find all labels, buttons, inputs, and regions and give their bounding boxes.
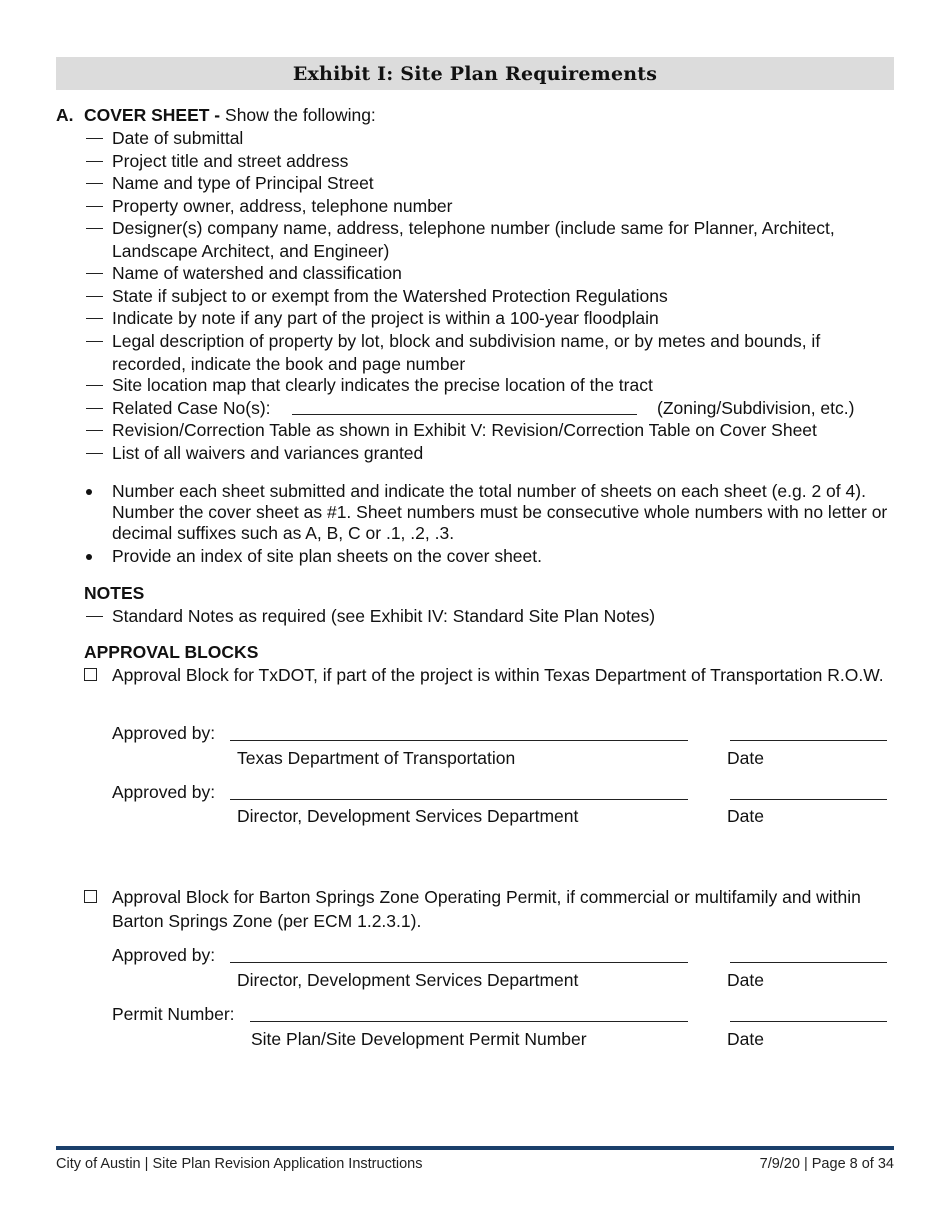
date-line[interactable] [730, 962, 887, 963]
barton-springs-approval-checkbox[interactable] [84, 890, 97, 903]
list-item: Name and type of Principal Street [112, 173, 374, 193]
signature-caption: Texas Department of Transportation [237, 748, 516, 768]
bullet-item: Number each sheet submitted and indicate the total number of sheets on each sheet (e.g. 2 of 4). Number the cover sheet as #1. Sheet numbers must be consecutive whole numbers with no letter or decimal suffixes such as A, B, C or .1, .2, .3. [84, 481, 892, 544]
list-item: Project title and street address [112, 151, 349, 171]
date-line[interactable] [730, 799, 887, 800]
related-case-input-line[interactable] [292, 414, 637, 415]
signature-line[interactable] [230, 799, 688, 800]
list-item: Legal description of property by lot, block and subdivision name, or by metes and bounds, if recorded, indicate the book and page number [112, 331, 821, 374]
txdot-approval-checkbox[interactable] [84, 668, 97, 681]
footer-right: 7/9/20 | Page 8 of 34 [759, 1156, 894, 1172]
list-item: State if subject to or exempt from the Watershed Protection Regulations [112, 286, 668, 306]
footer-left: City of Austin | Site Plan Revision Application Instructions [56, 1156, 423, 1172]
cover-sheet-intro: Show the following: [225, 105, 376, 125]
related-case-label: Related Case No(s): [112, 398, 271, 418]
date-caption: Date [727, 748, 764, 768]
page-title-bar [56, 57, 894, 90]
bullet-icon [86, 489, 92, 495]
approved-by-label: Approved by: [112, 945, 216, 965]
txdot-approval-text: Approval Block for TxDOT, if part of the project is within Texas Department of Transportation R.O.W. [112, 665, 884, 685]
permit-number-line[interactable] [250, 1021, 688, 1022]
list-item: Revision/Correction Table as shown in Exhibit V: Revision/Correction Table on Cover Sheet [112, 420, 817, 440]
list-item: Designer(s) company name, address, telephone number (include same for Planner, Architect, Landscape Architect, and Engineer) [112, 218, 835, 261]
bullet-icon [86, 554, 92, 560]
date-caption: Date [727, 806, 764, 826]
related-case-suffix: (Zoning/Subdivision, etc.) [657, 398, 855, 418]
list-item: Standard Notes as required (see Exhibit IV: Standard Site Plan Notes) [112, 606, 656, 626]
barton-springs-approval-text: Approval Block for Barton Springs Zone Operating Permit, if commercial or multifamily and within Barton Springs Zone (per ECM 1.2.3.1). [112, 887, 861, 931]
cover-sheet-heading: COVER SHEET - [84, 105, 221, 125]
signature-caption: Director, Development Services Department [237, 970, 579, 990]
list-item: Site location map that clearly indicates the precise location of the tract [112, 375, 653, 395]
permit-number-caption: Site Plan/Site Development Permit Number [251, 1029, 587, 1049]
date-caption: Date [727, 970, 764, 990]
section-a-label: A. [56, 105, 74, 125]
bullet-item: Provide an index of site plan sheets on the cover sheet. [84, 546, 892, 567]
signature-caption: Director, Development Services Department [237, 806, 579, 826]
section-a-heading-row [56, 104, 74, 126]
approved-by-label: Approved by: [112, 782, 216, 802]
list-item: Date of submittal [112, 128, 244, 148]
approval-blocks-heading: APPROVAL BLOCKS [84, 642, 259, 662]
section-a-title [84, 104, 376, 126]
list-item: Name of watershed and classification [112, 263, 402, 283]
list-item: Indicate by note if any part of the project is within a 100-year floodplain [112, 308, 659, 328]
approved-by-label: Approved by: [112, 723, 216, 743]
date-caption: Date [727, 1029, 764, 1049]
date-line[interactable] [730, 740, 887, 741]
related-case-row [84, 397, 271, 420]
list-item: List of all waivers and variances granted [112, 443, 424, 463]
permit-number-label: Permit Number: [112, 1004, 235, 1024]
footer-rule [56, 1146, 894, 1150]
notes-heading: NOTES [84, 583, 145, 603]
list-item: Property owner, address, telephone number [112, 196, 453, 216]
signature-line[interactable] [230, 962, 688, 963]
page-title: Exhibit I: Site Plan Requirements [292, 62, 658, 85]
date-line[interactable] [730, 1021, 887, 1022]
signature-line[interactable] [230, 740, 688, 741]
